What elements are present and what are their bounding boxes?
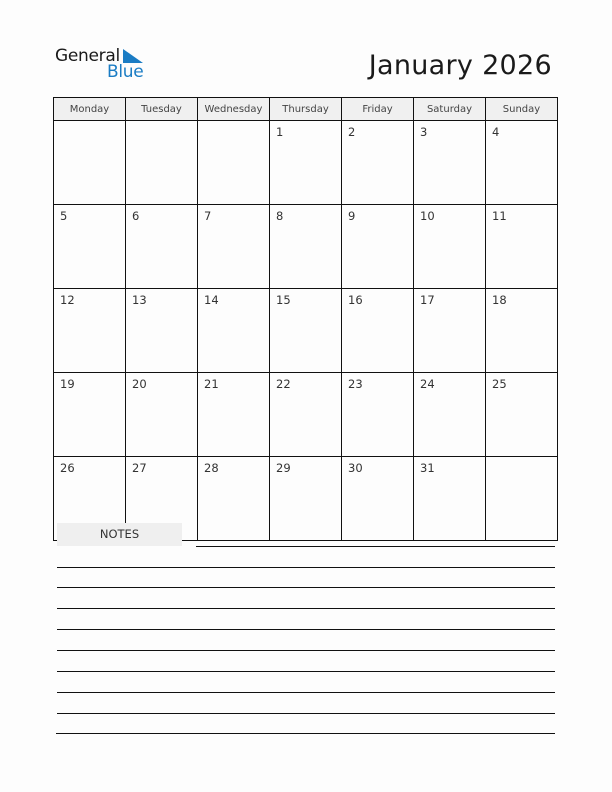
day-cell: 30 (342, 457, 414, 541)
logo-triangle-icon (123, 49, 143, 63)
day-cell: 18 (486, 289, 558, 373)
day-cell: 20 (126, 373, 198, 457)
day-cell: 11 (486, 205, 558, 289)
day-cell (198, 121, 270, 205)
day-cell: 22 (270, 373, 342, 457)
header-thursday: Thursday (270, 98, 342, 121)
day-cell: 3 (414, 121, 486, 205)
day-cell: 31 (414, 457, 486, 541)
day-cell: 6 (126, 205, 198, 289)
day-cell: 5 (54, 205, 126, 289)
note-line (56, 733, 555, 734)
logo (55, 46, 155, 86)
notes-label: NOTES (57, 523, 182, 546)
day-cell: 16 (342, 289, 414, 373)
day-cell: 12 (54, 289, 126, 373)
note-line (57, 671, 555, 672)
note-line (57, 692, 555, 693)
note-line (57, 650, 555, 651)
day-cell: 17 (414, 289, 486, 373)
day-cell: 4 (486, 121, 558, 205)
note-line (57, 567, 555, 568)
day-cell (126, 121, 198, 205)
day-cell: 21 (198, 373, 270, 457)
day-cell: 14 (198, 289, 270, 373)
page-title: January 2026 (368, 50, 552, 81)
week-row-3 (54, 289, 558, 373)
header-saturday: Saturday (414, 98, 486, 121)
day-cell: 2 (342, 121, 414, 205)
calendar-grid (53, 97, 558, 541)
day-cell: 25 (486, 373, 558, 457)
day-cell: 29 (270, 457, 342, 541)
note-line (57, 608, 555, 609)
day-cell: 28 (198, 457, 270, 541)
day-cell: 23 (342, 373, 414, 457)
day-cell: 24 (414, 373, 486, 457)
header-tuesday: Tuesday (126, 98, 198, 121)
week-row-4 (54, 373, 558, 457)
note-line (196, 546, 555, 547)
day-cell: 26 (54, 457, 126, 541)
day-cell: 8 (270, 205, 342, 289)
day-cell (486, 457, 558, 541)
logo-word-general: General (55, 46, 120, 66)
header-wednesday: Wednesday (198, 98, 270, 121)
header-sunday: Sunday (486, 98, 558, 121)
header-friday: Friday (342, 98, 414, 121)
day-cell: 15 (270, 289, 342, 373)
day-cell: 27 (126, 457, 198, 541)
day-cell: 1 (270, 121, 342, 205)
day-cell: 10 (414, 205, 486, 289)
note-line (57, 587, 555, 588)
note-line (57, 713, 555, 714)
day-cell: 7 (198, 205, 270, 289)
logo-word-blue: Blue (107, 62, 144, 82)
day-cell: 13 (126, 289, 198, 373)
weekday-header-row (54, 98, 558, 121)
day-cell: 9 (342, 205, 414, 289)
note-line (57, 629, 555, 630)
header-monday: Monday (54, 98, 126, 121)
day-cell: 19 (54, 373, 126, 457)
week-row-1 (54, 121, 558, 205)
day-cell (54, 121, 126, 205)
week-row-2 (54, 205, 558, 289)
